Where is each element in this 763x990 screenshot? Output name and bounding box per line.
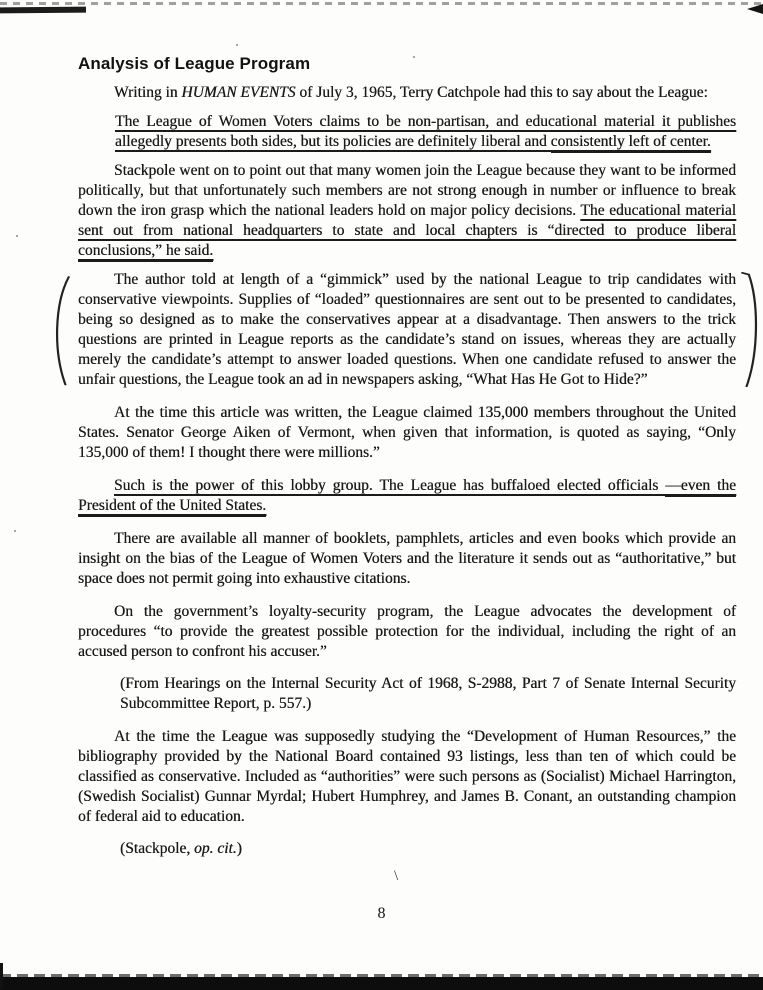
page-number: 8 xyxy=(377,905,386,922)
text-run: The author told at length of a “gimmick” used by the national League to trip candidates with conservative viewpoints. Supplies of “loaded” questionnaires are sent out to be presented to candidates, being so designed as to make the conservatives appear at a disadvantage. Then answers to the trick questions are printed in League reports as the candidate’s stand on issues, whereas they are actually merely the candidate’s attempt to answer loaded questions. When one candidate refused to answer the unfair questions, the League took an ad in newspapers asking, “What Has He Got to Hide?” xyxy=(78,271,736,388)
blockquote-catchpole xyxy=(115,112,736,152)
paragraph-booklets xyxy=(78,529,736,589)
text-run: (Stackpole, xyxy=(120,840,195,857)
scan-top-left-bar xyxy=(0,7,86,14)
scan-bottom-black-bar xyxy=(0,977,763,990)
text-run: conclusions,” he said. xyxy=(78,242,213,262)
text-run: Stackpole went on to point out that many women join the League because they want to be informed politically, but that unfortunately such members are not strong enough in number or influence to break down the iron grasp which the national leaders hold on major policy decisions. xyxy=(78,162,736,219)
text-run: Writing in xyxy=(114,84,182,101)
scan-speck xyxy=(236,44,238,46)
scan-bottom-left-tick xyxy=(0,963,3,989)
text-run: On the government’s loyalty-security program, the League advocates the development of procedures “to provide the greatest possible protection for the individual, including the right of an accused person to confront his accuser.” xyxy=(78,603,736,660)
text-run: consistently left of center. xyxy=(551,133,711,153)
text-run: (From Hearings on the Internal Security Act of 1968, S-2988, Part 7 of Senate Internal Security Subcommittee Report, p. 557.) xyxy=(120,675,736,712)
paragraph-gimmick xyxy=(78,270,736,390)
text-run: Such is the power of this lobby group. The League has buffaloed elected officials xyxy=(114,477,666,494)
document-heading: Analysis of League Program xyxy=(78,54,311,73)
scan-speck xyxy=(14,530,16,532)
paragraph-membership xyxy=(78,403,736,463)
paragraph-bibliography xyxy=(78,727,736,827)
text-run: The educational material sent out from national headquarters to state and local chapters is “directed to produce liberal xyxy=(78,202,737,239)
scan-top-right-mark xyxy=(747,4,763,14)
text-run: At the time this article was written, the League claimed 135,000 members throughout the United States. Senator George Aiken of Vermont, when given that information, is quoted as saying, “Only 135,000 of them! I thought there were millions.” xyxy=(78,404,736,461)
text-run: There are available all manner of booklets, pamphlets, articles and even books which provide an insight on the bias of the League of Women Voters and the literature it sends out as “authoritative,” but space does not permit going into exhaustive citations. xyxy=(78,530,736,587)
text-run: ) xyxy=(236,840,242,857)
citation-stackpole xyxy=(120,839,736,859)
paragraph-loyalty-security xyxy=(78,602,736,662)
paragraph-lobby-power xyxy=(78,476,736,516)
right-parenthesis-mark xyxy=(740,272,762,390)
text-run: HUMAN EVENTS xyxy=(181,84,296,101)
text-run: The League of Women Voters claims to be non-partisan, and educational material it publishes allegedly presents both sides, but its policies are definitely liberal and xyxy=(115,113,736,150)
text-run: At the time the League was supposedly studying the “Development of Human Resources,” the bibliography provided by the National Board contained 93 listings, less than ten of which could be classified as conservative. Included as “authorities” were such persons as (Socialist) Michael Harrington, (Swedish Socialist) Gunnar Myrdal; Hubert Humphrey, and James B. Conant, an outstanding champion of federal aid to education. xyxy=(78,728,736,825)
scan-top-dashed-line xyxy=(0,2,763,5)
stray-pen-mark: \ xyxy=(394,868,399,884)
document-content xyxy=(78,54,736,859)
scan-speck xyxy=(16,235,18,237)
text-run: —even the President of the United States. xyxy=(78,477,736,517)
paragraph-stackpole-summary xyxy=(78,161,736,261)
citation-hearings xyxy=(120,674,736,714)
text-run: op. cit. xyxy=(194,840,237,857)
left-parenthesis-mark xyxy=(50,272,72,390)
paragraph-intro xyxy=(78,83,736,103)
text-run: of July 3, 1965, Terry Catchpole had this to say about the League: xyxy=(295,84,708,101)
